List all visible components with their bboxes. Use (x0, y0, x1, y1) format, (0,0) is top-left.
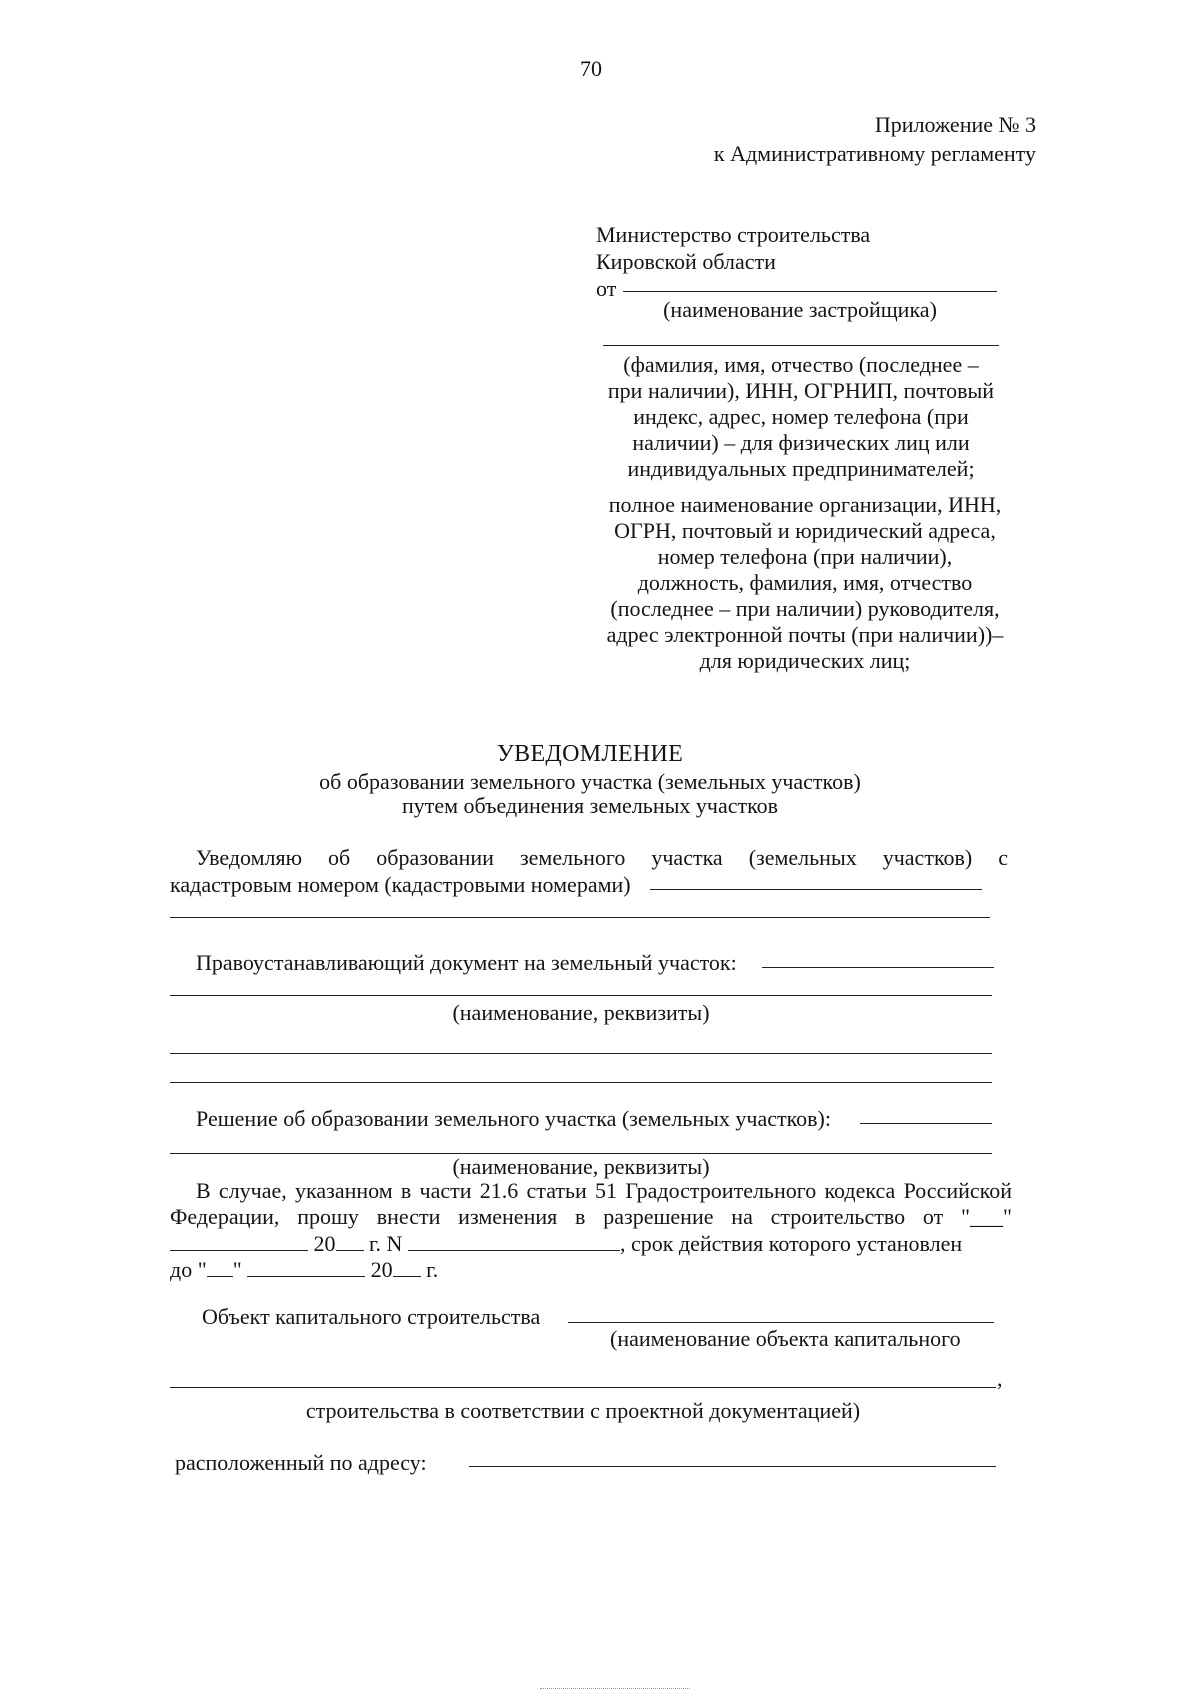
permit-date-field (170, 1230, 308, 1251)
caption-title-doc: (наименование, реквизиты) (452, 1000, 710, 1025)
addressee-line-2: Кировской области (596, 249, 776, 274)
legal-caption-6: адрес электронной почты (при наличии))– (606, 622, 1004, 647)
individual-caption-5: индивидуальных предпринимателей; (627, 456, 975, 481)
object-name-line-1 (568, 1322, 994, 1323)
permit-line-2: Федерации, прошу внести изменения в разрешение на строительство от "___" (170, 1204, 1012, 1229)
legal-caption-1: полное наименование организации, ИНН, (608, 492, 1002, 517)
individual-caption-2: при наличии), ИНН, ОГРНИП, почтовый (607, 378, 995, 403)
legal-caption-3: номер телефона (при наличии), (657, 544, 953, 569)
until-year-prefix: 20 (370, 1257, 393, 1282)
title-doc-line-3 (170, 1053, 992, 1054)
individual-caption-4: наличии) – для физических лиц или (632, 430, 970, 455)
caption-object-2: строительства в соответствии с проектной документацией) (305, 1398, 861, 1423)
addressee-line-1: Министерство строительства (596, 222, 871, 247)
developer-name-line (623, 291, 997, 292)
decision-line-1 (860, 1123, 992, 1124)
legal-caption-7: для юридических лиц; (699, 648, 911, 673)
scan-artifact (540, 1688, 690, 1692)
decision-label: Решение об образовании земельного участка (земельных участков): (196, 1106, 831, 1131)
address-label: расположенный по адресу: (175, 1450, 427, 1475)
permit-line-4 (170, 1256, 438, 1283)
permit-year-field (336, 1230, 364, 1251)
caption-developer: (наименование застройщика) (663, 297, 937, 322)
caption-object-1: (наименование объекта капитального (610, 1326, 961, 1351)
appendix-line-2: к Административному регламенту (713, 141, 1036, 166)
legal-caption-5: (последнее – при наличии) руководителя, (610, 596, 1000, 621)
legal-caption-4: должность, фамилия, имя, отчество (637, 570, 973, 595)
permit-year-prefix: 20 (313, 1231, 336, 1256)
object-label: Объект капитального строительства (202, 1304, 541, 1329)
from-prefix: от (596, 276, 617, 301)
address-line (469, 1466, 996, 1467)
permit-line-3 (170, 1230, 962, 1257)
title-doc-line-2 (170, 995, 992, 996)
notice-line-1: Уведомляю об образовании земельного участка (земельных участков) с (196, 845, 1008, 870)
until-day-field (207, 1256, 233, 1277)
permit-number-label: г. N (369, 1231, 403, 1256)
cadastral-number-line (650, 889, 982, 890)
object-name-line-2 (170, 1387, 996, 1388)
until-quote: " (232, 1257, 242, 1282)
until-prefix: до " (170, 1257, 207, 1282)
title-doc-line-4 (170, 1082, 992, 1083)
legal-caption-2: ОГРН, почтовый и юридический адреса, (614, 518, 996, 543)
appendix-line-1: Приложение № 3 (874, 112, 1036, 137)
individual-caption-1: (фамилия, имя, отчество (последнее – (623, 352, 979, 377)
document-title: УВЕДОМЛЕНИЕ (496, 741, 684, 767)
document-subtitle-1: об образовании земельного участка (земельных участков) (319, 769, 861, 794)
cadastral-number-line-2 (170, 917, 990, 918)
page-number: 70 (580, 56, 602, 81)
developer-details-line (603, 345, 999, 346)
permit-line-1: В случае, указанном в части 21.6 статьи 51 Градостроительного кодекса Российской (196, 1178, 1012, 1203)
individual-caption-3: индекс, адрес, номер телефона (при (633, 404, 969, 429)
object-line-comma: , (997, 1366, 1003, 1391)
title-doc-label: Правоустанавливающий документ на земельный участок: (196, 950, 737, 975)
permit-number-field (408, 1230, 620, 1251)
document-subtitle-2: путем объединения земельных участков (401, 793, 779, 818)
until-month-field (247, 1256, 365, 1277)
title-doc-line-1 (762, 967, 994, 968)
notice-line-2: кадастровым номером (кадастровыми номерами) (170, 872, 631, 897)
permit-term-text: , срок действия которого установлен (619, 1231, 963, 1256)
until-year-field (393, 1256, 421, 1277)
until-year-suffix: г. (426, 1257, 439, 1282)
caption-decision: (наименование, реквизиты) (452, 1154, 710, 1179)
